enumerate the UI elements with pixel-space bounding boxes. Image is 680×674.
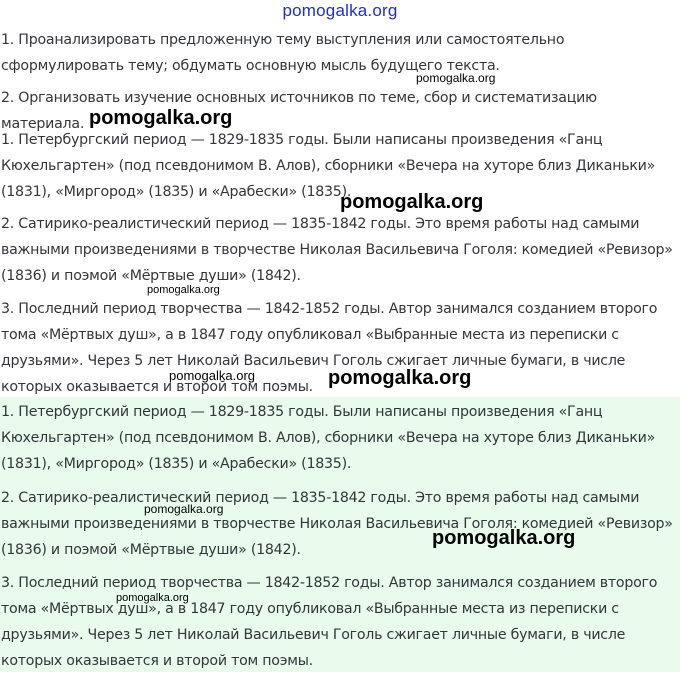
- answer-period-1-text: 1. Петербургский период — 1829-1835 годы. Были написаны произведения «Ганц Кюхельгартен» (под псевдонимом В. Алов), сборники «Вечера на хуторе близ Диканьки» (1831), «Миргород» (1835) и «Арабески» (1835).: [1, 404, 656, 472]
- watermark: pomogalka.org: [340, 191, 484, 213]
- step-1-text: 1. Проанализировать предложенную тему выступления или самостоятельно сформулировать тему; обдумать основную мысль будущего текста.: [1, 32, 565, 74]
- period-3-text: 3. Последний период творчества — 1842-1852 годы. Автор занимался созданием второго тома «Мёртвых душ», а в 1847 году опубликовал «Выбранные места из переписки с друзьями». Через 5 лет Николай Васильевич Гоголь сжигает личные бумаги, в числе которых оказывается и второй том поэмы.: [1, 301, 658, 395]
- watermark: pomogalka.org: [116, 592, 189, 604]
- period-2-text: 2. Сатирико-реалистический период — 1835-1842 годы. Это время работы над самыми важными произведениями в творчестве Николая Васильевича Гоголя: комедией «Ревизор» (1836) и поэмой «Мёртвые души» (1842).: [1, 216, 673, 284]
- watermark: pomogalka.org: [169, 368, 255, 383]
- watermark: pomogalka.org: [432, 527, 576, 549]
- period-1-text: 1. Петербургский период — 1829-1835 годы. Были написаны произведения «Ганц Кюхельгартен» (под псевдонимом В. Алов), сборники «Вечера на хуторе близ Диканьки» (1831), «Миргород» (1835) и «Арабески» (1835).: [1, 132, 656, 200]
- watermark: pomogalka.org: [416, 71, 496, 85]
- answer-period-2-text: 2. Сатирико-реалистический период — 1835-1842 годы. Это время работы над самыми важными произведениями в творчестве Николая Васильевича Гоголя: комедией «Ревизор» (1836) и поэмой «Мёртвые души» (1842).: [1, 490, 673, 558]
- answer-block: [0, 397, 680, 672]
- watermark: pomogalka.org: [147, 284, 220, 296]
- watermark: pomogalka.org: [144, 502, 224, 516]
- site-link[interactable]: pomogalka.org: [282, 1, 398, 20]
- watermark: pomogalka.org: [328, 367, 472, 389]
- watermark: pomogalka.org: [89, 107, 233, 129]
- answer-period-3-text: 3. Последний период творчества — 1842-1852 годы. Автор занимался созданием второго тома «Мёртвых душ», а в 1847 году опубликовал «Выбранные места из переписки с друзьями». Через 5 лет Николай Васильевич Гоголь сжигает личные бумаги, в числе которых оказывается и второй том поэмы.: [1, 575, 658, 669]
- step-2-text: 2. Организовать изучение основных источников по теме, сбор и систематизацию материала.: [1, 90, 597, 132]
